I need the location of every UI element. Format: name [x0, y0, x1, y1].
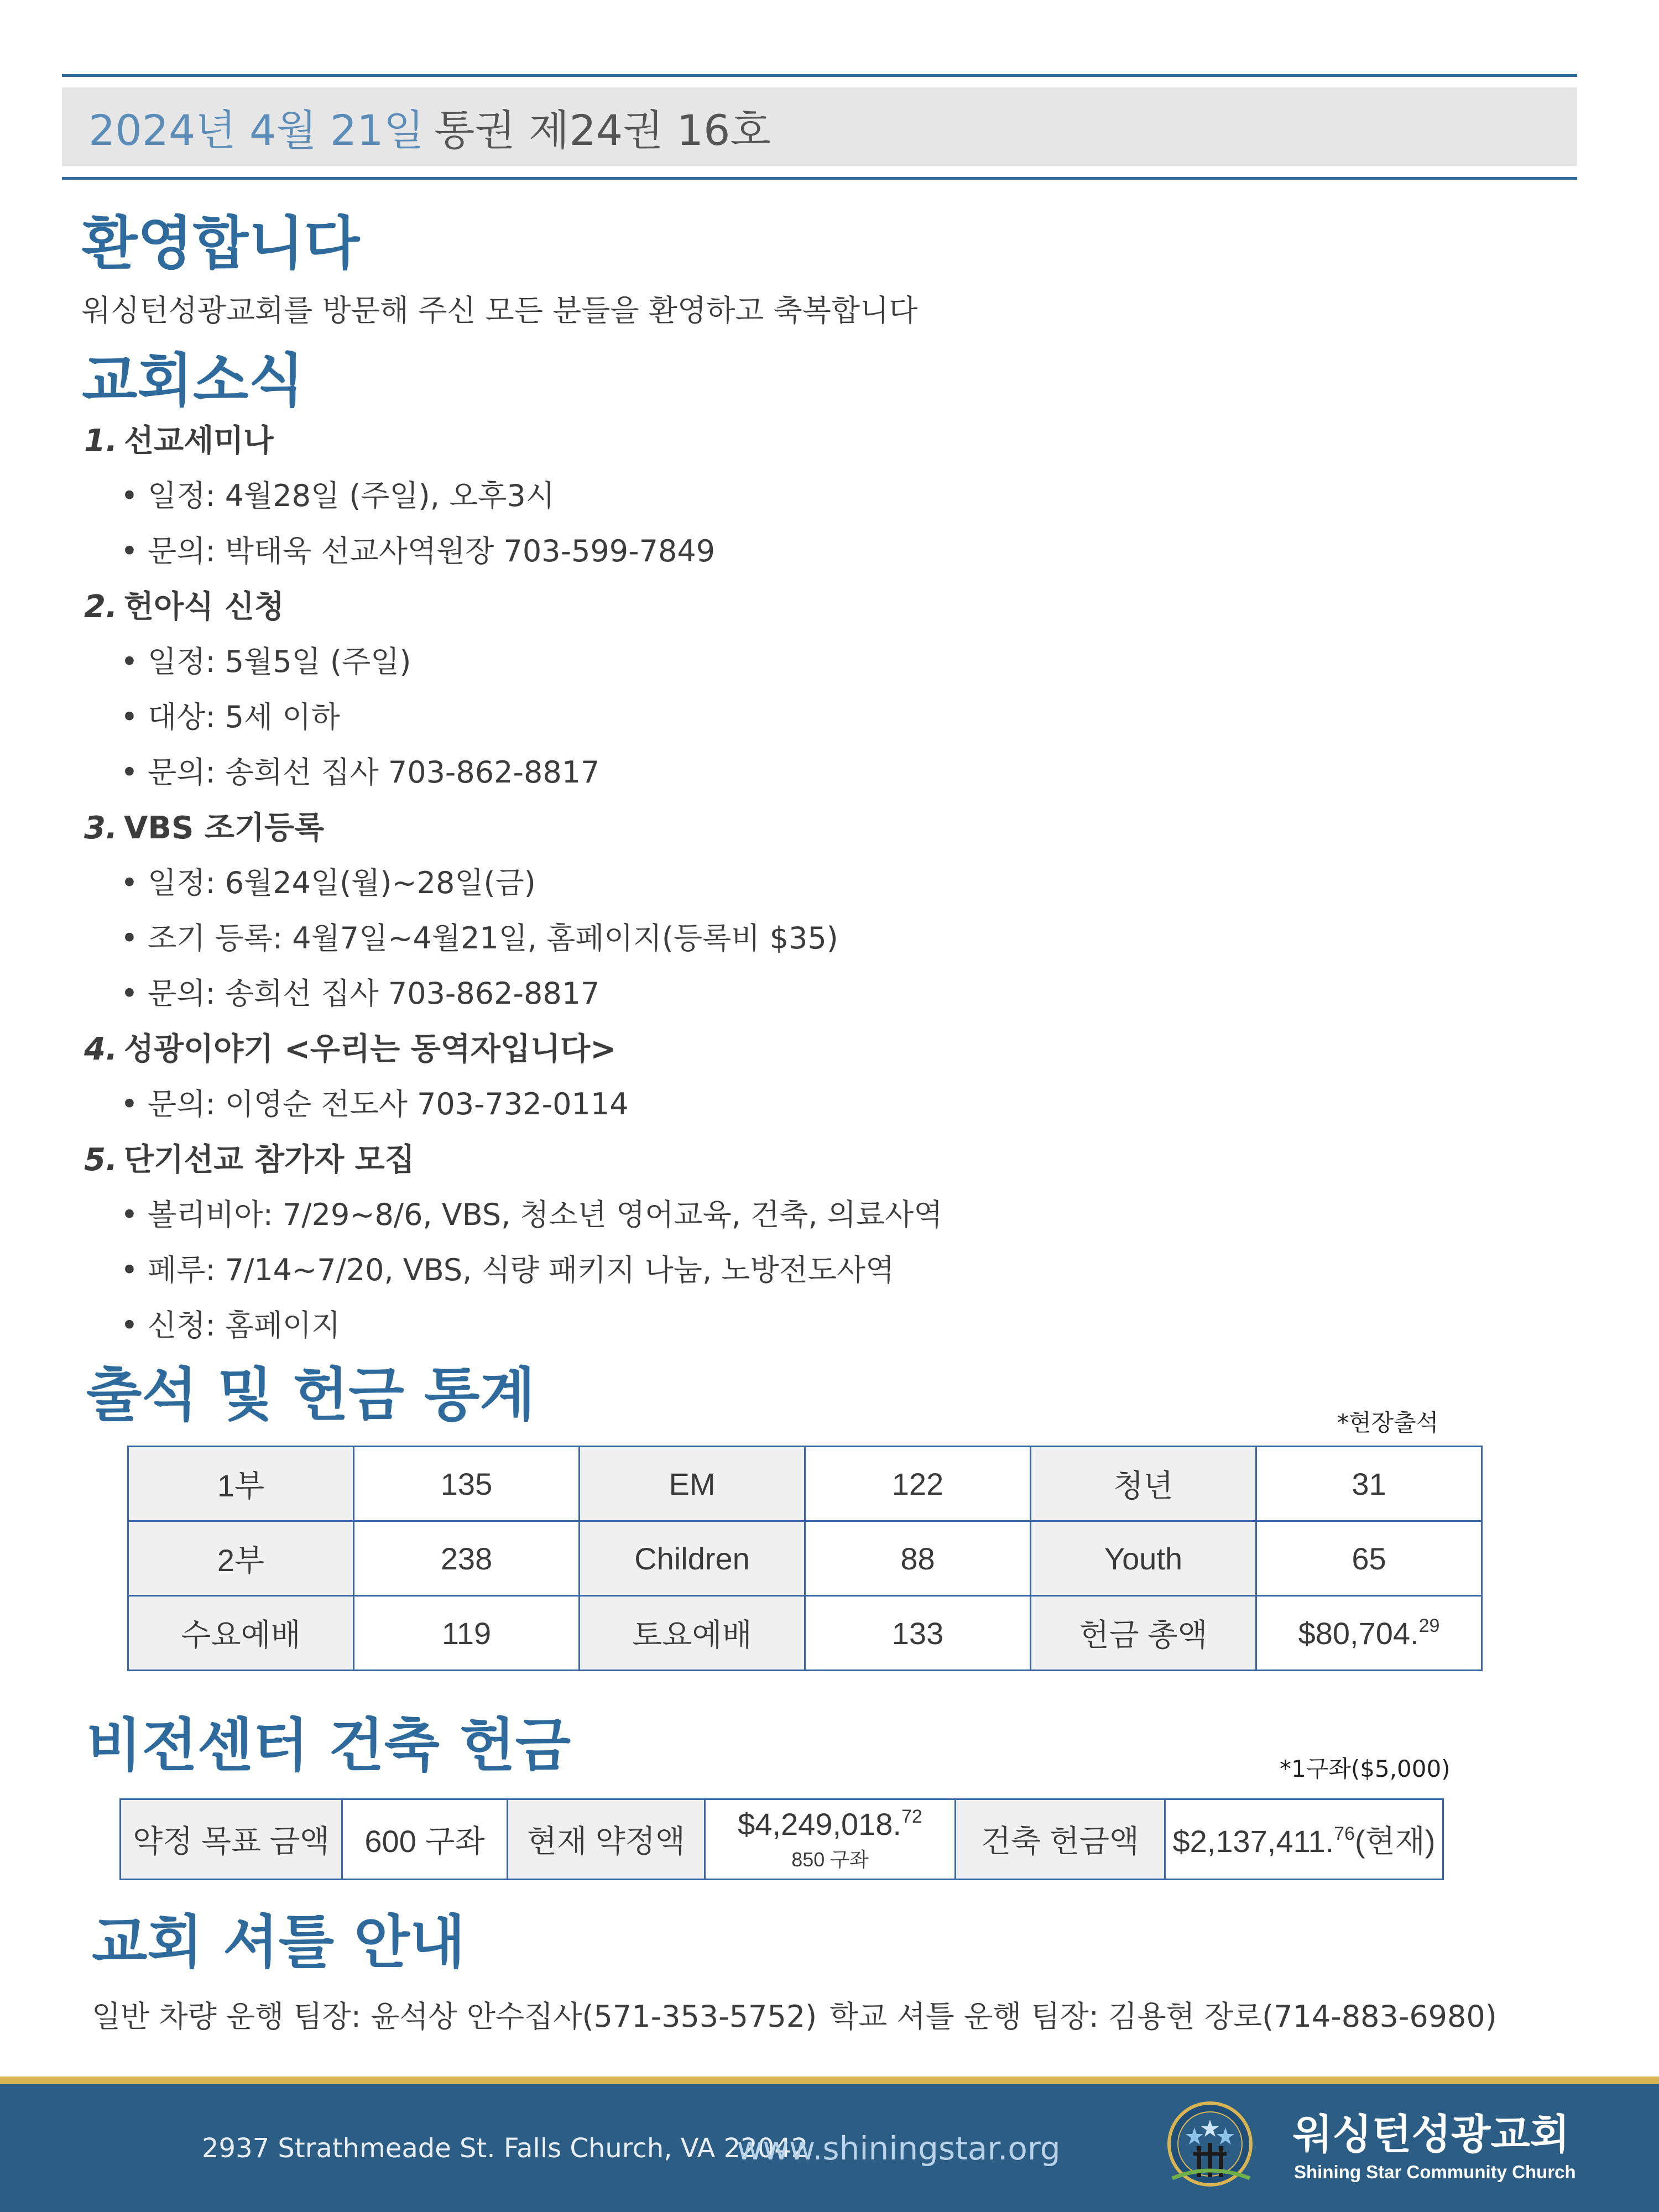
news-bullet: • 문의: 송희선 집사 703-862-8817 [121, 979, 599, 1009]
table-row [128, 1447, 1482, 1521]
news-item-title [84, 810, 325, 846]
news-item-number: 5. [84, 1142, 118, 1178]
table-cell: 건축 헌금액 [956, 1799, 1165, 1880]
stats-table [127, 1446, 1483, 1671]
news-bullet: • 신청: 홈페이지 [121, 1311, 340, 1340]
footer-stripe [0, 2077, 1659, 2084]
table-cell: 토요예배 [580, 1596, 805, 1671]
table-cell: 119 [354, 1596, 580, 1671]
table-row [121, 1799, 1443, 1880]
table-cell: 청년 [1031, 1447, 1256, 1521]
news-item-title [84, 423, 274, 459]
shuttle-school: 학교 셔틀 운행 팀장: 김용현 장로(714-883-6980) [830, 1999, 1497, 2034]
table-cell: 현재 약정액 [508, 1799, 705, 1880]
news-item-number: 2. [84, 589, 118, 625]
current-pledge-cell [705, 1799, 956, 1880]
news-item-title [84, 1031, 617, 1067]
news-bullet: • 일정: 5월5일 (주일) [121, 647, 411, 677]
table-cell: 600 구좌 [342, 1799, 508, 1880]
welcome-text: 워싱턴성광교회를 방문해 주신 모든 분들을 환영하고 축복합니다 [82, 293, 918, 328]
shuttle-title: 교회 셔틀 안내 [92, 1908, 466, 1976]
table-cell: 65 [1256, 1521, 1482, 1596]
table-row [128, 1596, 1482, 1671]
shuttle-general: 일반 차량 운행 팀장: 윤석상 안수집사(571-353-5752) [92, 1999, 817, 2034]
bulletin-date: 2024년 4월 21일 [88, 105, 425, 155]
current-pledge-cents: 72 [901, 1806, 922, 1827]
table-cell: Youth [1031, 1521, 1256, 1596]
table-cell: 135 [354, 1447, 580, 1521]
news-item-label: 선교세미나 [124, 423, 274, 459]
header-rule [62, 177, 1577, 180]
news-item-label: 성광이야기 <우리는 동역자입니다> [124, 1031, 617, 1067]
table-cell: 122 [805, 1447, 1031, 1521]
news-bullet: • 일정: 6월24일(월)~28일(금) [121, 868, 536, 898]
building-title: 비전센터 건축 헌금 [86, 1712, 571, 1779]
news-bullet: • 조기 등록: 4월7일~4월21일, 홈페이지(등록비 $35) [121, 924, 838, 953]
building-amount-cents: 76 [1334, 1823, 1355, 1844]
top-rule [62, 74, 1577, 77]
table-cell: 헌금 총액 [1031, 1596, 1256, 1671]
news-item-number: 4. [84, 1031, 118, 1067]
church-logo-icon [1161, 2101, 1261, 2195]
church-name-en: Shining Star Community Church [1294, 2162, 1576, 2182]
table-cell: 수요예배 [128, 1596, 354, 1671]
table-cell: Children [580, 1521, 805, 1596]
news-item-label: VBS 조기등록 [124, 810, 325, 846]
news-bullet: • 문의: 송희선 집사 703-862-8817 [121, 758, 599, 787]
building-amount-suffix: (현재) [1355, 1824, 1436, 1859]
welcome-title: 환영합니다 [82, 210, 360, 277]
table-cell: 238 [354, 1521, 580, 1596]
news-bullet: • 대상: 5세 이하 [121, 702, 340, 732]
table-cell: EM [580, 1447, 805, 1521]
building-amount-cell [1165, 1799, 1443, 1880]
bulletin-volume: 통권 제24권 16호 [434, 105, 771, 155]
news-bullet: • 일정: 4월28일 (주일), 오후3시 [121, 481, 555, 511]
news-item-label: 단기선교 참가자 모집 [124, 1142, 415, 1178]
church-website[interactable]: www.shiningstar.org [737, 2130, 1061, 2167]
building-table [119, 1798, 1444, 1880]
date-banner [62, 87, 1577, 166]
table-cell: 133 [805, 1596, 1031, 1671]
news-item-label: 헌아식 신청 [124, 589, 284, 625]
stats-title: 출석 및 헌금 통계 [86, 1361, 535, 1428]
news-item-number: 3. [84, 810, 118, 846]
offering-total-cents: 29 [1418, 1615, 1440, 1636]
offering-total: $80,704. [1298, 1615, 1419, 1651]
news-item-title [84, 589, 284, 625]
table-cell: 1부 [128, 1447, 354, 1521]
news-item-title [84, 1142, 415, 1178]
current-pledge-amount: $4,249,018. [738, 1807, 901, 1841]
news-title: 교회소식 [82, 347, 304, 414]
building-note: *1구좌($5,000) [1280, 1755, 1451, 1782]
current-pledge-units: 850 구좌 [791, 1848, 869, 1871]
stats-note: *현장출석 [1337, 1409, 1439, 1436]
news-bullet: • 문의: 박태욱 선교사역원장 703-599-7849 [121, 536, 715, 566]
table-cell: 88 [805, 1521, 1031, 1596]
church-address: 2937 Strathmeade St. Falls Church, VA 22042 [202, 2133, 808, 2164]
news-bullet: • 문의: 이영순 전도사 703-732-0114 [121, 1089, 629, 1119]
table-row [128, 1521, 1482, 1596]
table-cell: 약정 목표 금액 [121, 1799, 342, 1880]
building-amount: $2,137,411. [1172, 1824, 1334, 1859]
table-cell: 31 [1256, 1447, 1482, 1521]
footer [0, 2084, 1659, 2212]
news-bullet: • 페루: 7/14~7/20, VBS, 식량 패키지 나눔, 노방전도사역 [121, 1255, 894, 1285]
table-cell: 2부 [128, 1521, 354, 1596]
news-bullet: • 볼리비아: 7/29~8/6, VBS, 청소년 영어교육, 건축, 의료사역 [121, 1200, 942, 1230]
news-item-number: 1. [84, 423, 118, 459]
offering-total-cell [1256, 1596, 1482, 1671]
church-name-ko: 워싱턴성광교회 [1293, 2111, 1570, 2158]
